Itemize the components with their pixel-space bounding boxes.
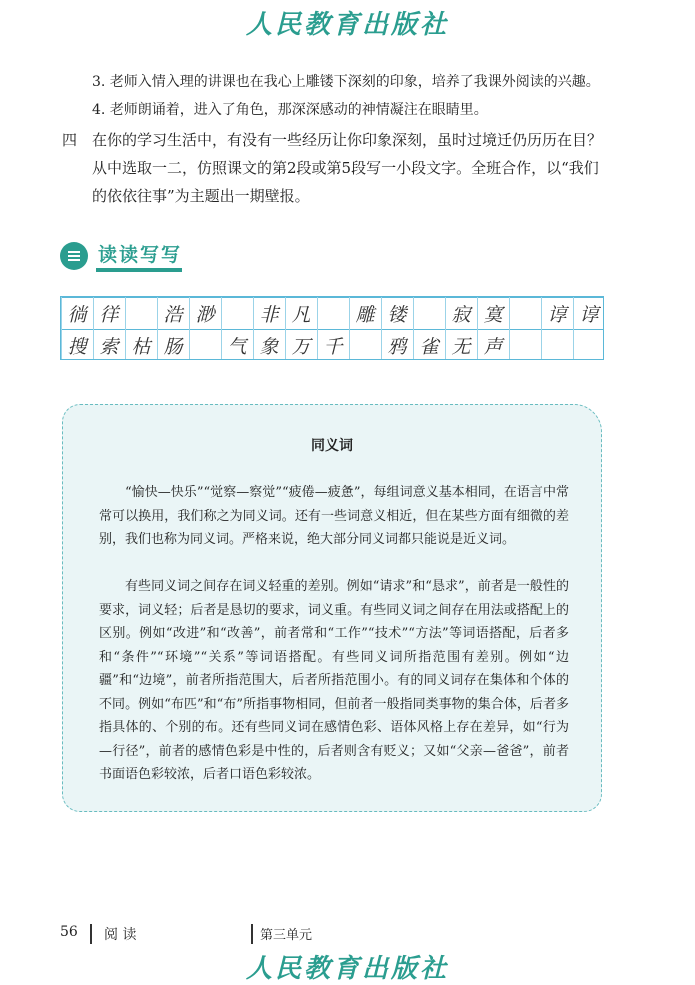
footer-left-label: 阅 读 bbox=[104, 927, 137, 943]
grid-char-row1-4: 非 bbox=[259, 303, 279, 326]
box-paragraph-1: “愉快—快乐”“觉察—察觉”“疲倦—疲惫”，每组词意义基本相同，在语言中常常可以换用，我们称之为同义词。还有一些词意义相近，但在某些方面有细微的差别，我们也称为同义词。严格来说，绝大部分同义词都只能说是近义词。 bbox=[99, 485, 569, 547]
grid-char-row1-7: 镂 bbox=[387, 303, 407, 326]
synonym-knowledge-box bbox=[62, 404, 602, 812]
grid-char-row2-4: 气 bbox=[227, 335, 247, 358]
box-title: 同义词 bbox=[311, 438, 353, 454]
grid-char-row1-2: 浩 bbox=[163, 303, 183, 326]
word-grid-row-1 bbox=[61, 297, 603, 329]
grid-char-row2-2: 枯 bbox=[131, 335, 151, 358]
section-title: 读读写写 bbox=[98, 244, 183, 266]
exercise-item-4: 4. 老师朗诵着，进入了角色，那深深感动的神情凝注在眼睛里。 bbox=[92, 102, 488, 118]
section-underline bbox=[96, 268, 182, 272]
publisher-logo-bottom: 人民教育出版社 bbox=[245, 954, 449, 984]
footer-divider-right bbox=[251, 924, 253, 944]
grid-char-row1-0: 徜 bbox=[67, 303, 87, 326]
grid-char-row1-5: 凡 bbox=[291, 303, 311, 326]
grid-char-row2-11: 声 bbox=[483, 335, 503, 358]
grid-char-row2-3: 肠 bbox=[163, 335, 183, 358]
section-header bbox=[60, 240, 182, 271]
grid-char-row1-10: 谆 bbox=[547, 303, 567, 326]
grid-char-row2-10: 无 bbox=[451, 335, 471, 358]
grid-char-row2-0: 搜 bbox=[67, 335, 87, 358]
footer-right-label: 第三单元 bbox=[260, 928, 313, 943]
grid-char-row2-8: 鸦 bbox=[387, 335, 407, 358]
grid-char-row2-9: 雀 bbox=[419, 335, 439, 358]
grid-char-row2-5: 象 bbox=[259, 335, 279, 358]
grid-char-row1-6: 雕 bbox=[355, 303, 375, 326]
box-paragraph-2: 有些同义词之间存在词义轻重的差别。例如“请求”和“恳求”，前者是一般性的要求，词义轻；后者是恳切的要求，词义重。有些同义词之间存在用法或搭配上的区别。例如“改进”和“改善”，前者常和“工作”“技术”“方法”等词语搭配，后者多和“条件”“环境”“关系”等词语搭配。有些同义词所指范围有差别。例如“边疆”和“边境”，前者所指范围大，后者所指范围小。有的同义词存在集体和个体的不同。例如“布匹”和“布”所指事物相同，但前者一般指同类事物的集合体，后者多指具体的、个别的布。还有些同义词在感情色彩、语体风格上存在差异，如“行为—行径”，前者的感情色彩是中性的，后者则含有贬义；又如“父亲—爸爸”，前者书面语色彩较浓，后者口语色彩较浓。 bbox=[99, 579, 569, 782]
question-text: 在你的学习生活中，有没有一些经历让你印象深刻，虽时过境迁仍历历在目？从中选取一二，仿照课文的第2段或第5段写一小段文字。全班合作，以“我们的依依往事”为主题出一期壁报。 bbox=[92, 131, 603, 205]
word-grid-row-2 bbox=[61, 329, 603, 361]
list-icon bbox=[60, 242, 88, 270]
grid-char-row1-8: 寂 bbox=[451, 303, 471, 326]
grid-char-row1-9: 寞 bbox=[483, 303, 503, 326]
exercise-item-3: 3. 老师入情入理的讲课也在我心上雕镂下深刻的印象，培养了我课外阅读的兴趣。 bbox=[92, 74, 600, 90]
question-number: 四 bbox=[62, 131, 78, 149]
publisher-logo-top: 人民教育出版社 bbox=[245, 10, 449, 40]
grid-char-row2-7: 千 bbox=[323, 335, 343, 358]
grid-char-row1-11: 谆 bbox=[579, 303, 599, 326]
grid-char-row1-3: 渺 bbox=[195, 303, 215, 326]
footer-divider-left bbox=[90, 924, 92, 944]
grid-char-row2-1: 索 bbox=[99, 335, 119, 358]
grid-char-row1-1: 徉 bbox=[99, 303, 119, 326]
grid-char-row2-6: 万 bbox=[291, 335, 311, 358]
page-number: 56 bbox=[60, 924, 78, 940]
word-grid bbox=[60, 296, 604, 360]
